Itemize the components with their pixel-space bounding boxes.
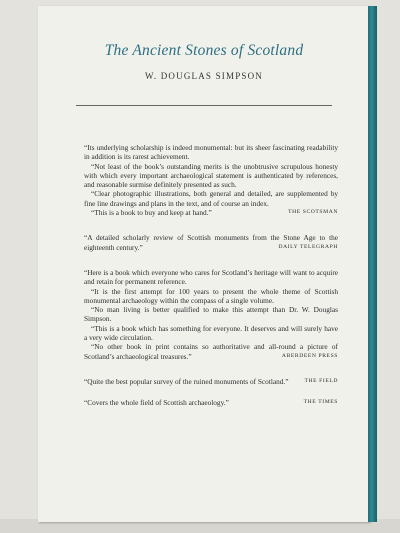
book-author: W. DOUGLAS SIMPSON xyxy=(144,71,264,81)
review-source: THE FIELD xyxy=(304,377,338,384)
review-paragraph xyxy=(84,342,338,361)
review-gap xyxy=(84,386,338,398)
review-source: THE SCOTSMAN xyxy=(288,209,338,216)
review-gap xyxy=(84,217,338,233)
review-quote: “Quite the best popular survey of the ruined monuments of Scotland.” xyxy=(84,376,289,386)
review-source: THE TIMES xyxy=(303,399,338,406)
review-the-field xyxy=(84,377,338,386)
review-source: DAILY TELEGRAPH xyxy=(278,243,338,250)
review-gap xyxy=(84,361,338,377)
review-quote: “A detailed scholarly review of Scottish monuments from the Stone Age to the eighteenth century.” xyxy=(84,233,338,252)
review-paragraph xyxy=(84,377,338,386)
review-paragraph xyxy=(84,233,338,252)
review-the-times xyxy=(84,398,338,407)
title-divider xyxy=(76,105,332,106)
review-paragraph: “This is a book which has something for everyone. It deserves and will surely have a very wide circulation. xyxy=(84,323,338,343)
book-back-cover xyxy=(38,6,370,522)
review-quote: “This is a book to buy and keep at hand.” xyxy=(91,208,212,218)
review-source: ABERDEEN PRESS xyxy=(281,352,338,359)
review-paragraph xyxy=(84,398,338,407)
review-daily-telegraph xyxy=(84,233,338,252)
review-scotsman xyxy=(84,143,338,217)
review-gap xyxy=(84,252,338,268)
review-paragraph: “Its underlying scholarship is indeed monumental: but its sheer fascinating readability in addition is its rarest achievement. xyxy=(84,143,338,162)
review-paragraph xyxy=(84,208,338,217)
review-quote: “Covers the whole field of Scottish archaeology.” xyxy=(84,398,229,408)
review-paragraph: “Not least of the book’s outstanding merits is the unobtrusive scrupulous honesty with which every important archaeological statement is authenticated by references, and reasonable surmise definitely presented as such. xyxy=(84,161,338,190)
reviews-block xyxy=(84,143,338,408)
review-paragraph: “No man living is better qualified to make this attempt than Dr. W. Douglas Simpson. xyxy=(84,305,338,324)
review-paragraph: “Here is a book which everyone who cares for Scotland’s heritage will want to acquire and retain for permanent reference. xyxy=(84,267,338,287)
book-title: The Ancient Stones of Scotland xyxy=(104,42,304,59)
review-quote: “No other book in print contains so authoritative and all-round a picture of Scotland’s archaeological treasures.” xyxy=(84,342,338,361)
review-aberdeen-press xyxy=(84,268,338,361)
review-paragraph: “It is the first attempt for 100 years to present the whole theme of Scottish monumental archaeology within the compass of a single volume. xyxy=(84,286,338,305)
review-paragraph: “Clear photographic illustrations, both general and detailed, are supplemented by fine line drawings and plans in the text, and of course an index. xyxy=(84,189,338,208)
book-spine-edge xyxy=(368,6,377,522)
